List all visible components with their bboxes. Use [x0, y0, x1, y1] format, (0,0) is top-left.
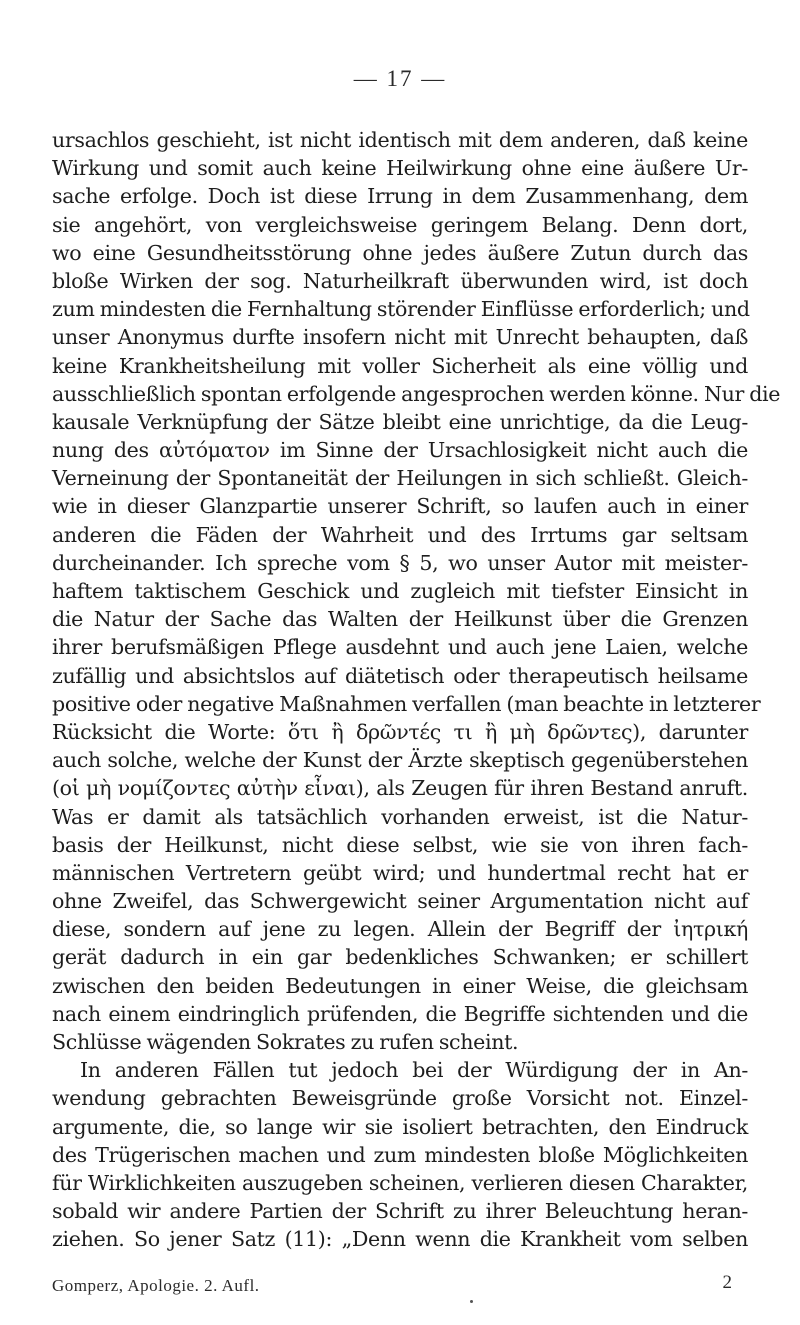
text-line: Rücksicht die Worte: ὅτι ἢ δρῶντές τι ἢ μὴ δρῶντες), darunter — [52, 719, 748, 744]
text-line: basis der Heilkunst, nicht diese selbst, wie sie von ihren fach- — [52, 832, 748, 857]
text-line: diese, sondern auf jene zu legen. Allein der Begriff der ἰητρική — [52, 917, 748, 942]
text-line: wie in dieser Glanzpartie unserer Schrift, so laufen auch in einer — [52, 494, 748, 519]
text-line: nung des αὐτόματον im Sinne der Ursachlosigkeit nicht auch die — [52, 438, 748, 463]
text-line: argumente, die, so lange wir sie isoliert betrachten, den Eindruck — [52, 1114, 748, 1139]
text-line: durcheinander. Ich spreche vom § 5, wo unser Autor mit meister- — [52, 550, 748, 575]
text-line: ohne Zweifel, das Schwergewicht seiner Argumentation nicht auf — [52, 889, 748, 914]
text-line: sie angehört, von vergleichsweise geringem Belang. Denn dort, — [52, 212, 748, 237]
page-footer — [52, 1272, 748, 1298]
text-line: unser Anonymus durfte insofern nicht mit Unrecht behaupten, daß — [52, 325, 748, 350]
text-line: anderen die Fäden der Wahrheit und des Irrtums gar seltsam — [52, 522, 748, 547]
text-line: bloße Wirken der sog. Naturheilkraft überwunden wird, ist doch — [52, 268, 748, 293]
text-line: zum mindesten die Fernhaltung störender Einflüsse erforderlich; und — [52, 297, 750, 322]
text-line: kausale Verknüpfung der Sätze bleibt eine unrichtige, da die Leug- — [52, 409, 748, 434]
print-speck — [470, 1300, 473, 1303]
text-line: zwischen den beiden Bedeutungen in einer Weise, die gleichsam — [52, 973, 748, 998]
text-line: des Trügerischen machen und zum mindesten bloße Möglichkeiten — [52, 1142, 748, 1167]
text-line: keine Krankheitsheilung mit voller Sicherheit als eine völlig und — [52, 353, 748, 378]
text-line: haftem taktischem Geschick und zugleich mit tiefster Einsicht in — [52, 579, 748, 603]
text-line: die Natur der Sache das Walten der Heilkunst über die Grenzen — [52, 607, 748, 632]
text-line: Verneinung der Spontaneität der Heilungen in sich schließt. Gleich- — [52, 466, 748, 491]
text-line: ausschließlich spontan erfolgende angesprochen werden könne. Nur die — [52, 381, 781, 406]
text-line: nach einem eindringlich prüfenden, die Begriffe sichtenden und die — [52, 1001, 748, 1026]
text-line: Was er damit als tatsächlich vorhanden erweist, ist die Natur- — [52, 804, 748, 829]
text-line: männischen Vertretern geübt wird; und hundertmal recht hat er — [52, 860, 748, 885]
text-line: für Wirklichkeiten auszugeben scheinen, verlieren diesen Charakter, — [52, 1170, 748, 1195]
text-line: zufällig und absichtslos auf diätetisch oder therapeutisch heilsame — [52, 663, 748, 688]
signature-mark: 2 — [722, 1272, 732, 1293]
signature-line: Gomperz, Apologie. 2. Aufl. — [52, 1276, 260, 1295]
text-line-paragraph-start: In anderen Fällen tut jedoch bei der Würdigung der in An- — [80, 1058, 748, 1083]
text-line-paragraph-end: Schlüsse wägenden Sokrates zu rufen scheint. — [52, 1030, 519, 1054]
text-line: auch solche, welche der Kunst der Ärzte skeptisch gegenüberstehen — [52, 748, 748, 773]
text-line: wo eine Gesundheitsstörung ohne jedes äußere Zutun durch das — [52, 240, 748, 265]
text-line: ihrer berufsmäßigen Pflege ausdehnt und auch jene Laien, welche — [52, 635, 748, 660]
text-line: (οἱ μὴ νομίζοντες αὐτὴν εἶναι), als Zeugen für ihren Bestand anruft. — [52, 776, 749, 801]
text-line: ziehen. So jener Satz (11): „Denn wenn die Krankheit vom selben — [52, 1227, 748, 1252]
body-text — [52, 126, 781, 1254]
text-line: gerät dadurch in ein gar bedenkliches Schwanken; er schillert — [52, 945, 748, 970]
text-line: Wirkung und somit auch keine Heilwirkung ohne eine äußere Ur- — [52, 156, 748, 181]
text-line: sache erfolge. Doch ist diese Irrung in dem Zusammenhang, dem — [52, 184, 748, 209]
text-line: positive oder negative Maßnahmen verfallen (man beachte in letzterer — [52, 691, 761, 716]
text-line: wendung gebrachten Beweisgründe große Vorsicht not. Einzel- — [52, 1086, 748, 1111]
text-line: ursachlos geschieht, ist nicht identisch mit dem anderen, daß keine — [52, 128, 748, 152]
page-number: — 17 — — [353, 66, 447, 91]
text-line: sobald wir andere Partien der Schrift zu ihrer Beleuchtung heran- — [52, 1199, 748, 1224]
